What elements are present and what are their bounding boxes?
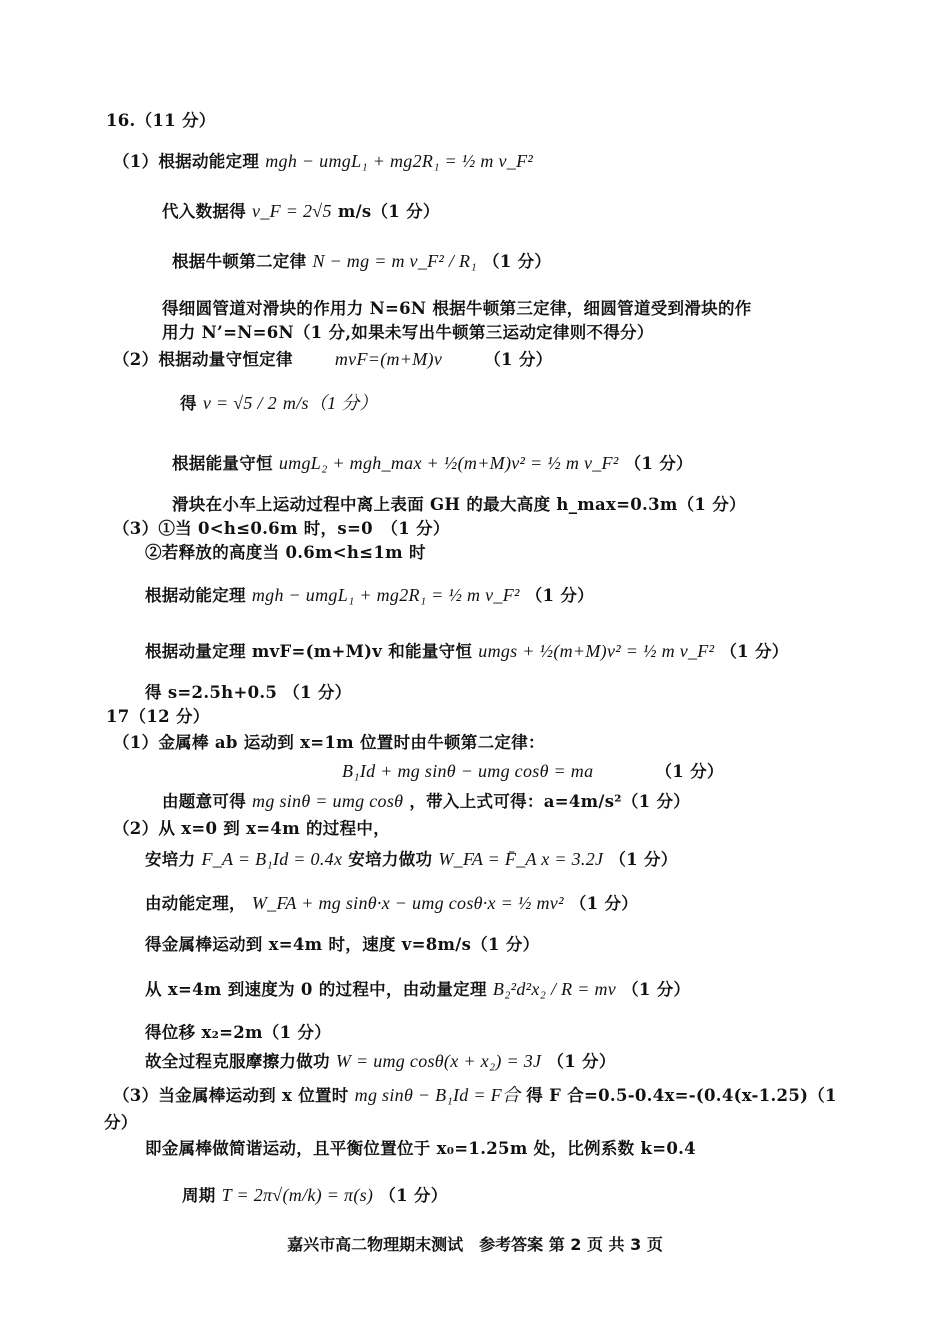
q16-text-line1: 得细圆管道对滑块的作用力 N=6N 根据牛顿第三定律，细圆管道受到滑块的作: [162, 299, 752, 318]
q17-work-equation: W = umg cosθ(x + x₂) = 3J: [335, 1051, 542, 1071]
q16-part3-kinetic: [145, 584, 594, 607]
q17-part2-ampere: [145, 848, 678, 871]
q17-part2-kinetic: [145, 892, 638, 915]
q17-part3-text: 即金属棒做简谐运动，且平衡位置位于 x₀=1.25m 处，比例系数 k=0.4: [145, 1139, 696, 1158]
q16-v: [180, 392, 378, 415]
q16-part3-case2: ②若释放的高度当 0.6m<h≤1m 时: [145, 543, 426, 562]
q16-part1-lead: （1）根据动能定理: [113, 152, 260, 171]
q16-vf-unit: m/s（1 分）: [337, 202, 440, 221]
q17-part2-velocity: 得金属棒运动到 x=4m 时，速度 v=8m/s（1 分）: [145, 935, 540, 954]
q16-hmax-text: 滑块在小车上运动过程中离上表面 GH 的最大高度 h_max=0.3m（1 分）: [172, 495, 746, 514]
q17-period-lead: 周期: [182, 1186, 216, 1205]
q17-part3-tail2: 分）: [104, 1113, 138, 1132]
q16-newton-score: （1 分）: [482, 252, 552, 271]
q17-ampere-lead: 安培力: [145, 850, 196, 869]
q16-newton-equation: N − mg = m v_F² / R₁: [312, 251, 477, 271]
q17-part3-period: [182, 1184, 448, 1207]
q16-v-lead: 得: [180, 394, 197, 413]
q17-part1-text-equation: mg sinθ = umg cosθ: [252, 791, 404, 811]
q16-part3-result: 得 s=2.5h+0.5 （1 分）: [145, 683, 352, 702]
q16-part3-kinetic-equation: mgh − umgL₁ + mg2R₁ = ½ m v_F²: [251, 585, 520, 605]
q17-header: 17（12 分）: [106, 707, 210, 726]
q16-part2-score: （1 分）: [484, 350, 553, 369]
q17-part3-equation: mg sinθ − B₁Id = F合: [354, 1085, 521, 1105]
q16-part1: [113, 150, 533, 173]
q17-period-score: （1 分）: [379, 1186, 448, 1205]
q16-vf-lead: 代入数据得: [162, 202, 246, 221]
q17-ampere-work-equation: W_FA = F̄_A x = 3.2J: [438, 849, 604, 869]
q17-part3-tail: 得 F 合=0.5-0.4x=-(0.4(x-1.25)（1: [526, 1086, 837, 1105]
q17-momentum-lead: 从 x=4m 到速度为 0 的过程中，由动量定理: [145, 980, 487, 999]
q17-part1-text: [162, 790, 690, 813]
q16-part3-case1: （3）①当 0<h≤0.6m 时，s=0 （1 分）: [113, 519, 450, 538]
q17-part3-lead: （3）当金属棒运动到 x 位置时: [113, 1086, 349, 1105]
q17-part2-x2: 得位移 x₂=2m（1 分）: [145, 1023, 331, 1042]
q16-energy-score: （1 分）: [624, 454, 693, 473]
q16-v-unit: m/s（1 分）: [282, 393, 378, 413]
q17-part1-eq: [342, 760, 724, 783]
q17-kinetic-lead: 由动能定理，: [145, 894, 246, 913]
q16-part3-momentum-equation: umgs + ½(m+M)v² = ½ m v_F²: [478, 641, 715, 661]
q17-part1-score: （1 分）: [655, 762, 724, 781]
q17-part3: [113, 1084, 837, 1107]
q16-newton-lead: 根据牛顿第二定律: [172, 252, 307, 271]
q16-part2-lead: （2）根据动量守恒定律: [113, 350, 293, 369]
q16-header: 16.（11 分）: [106, 111, 216, 130]
q16-part3-momentum-lead: 根据动量定理 mvF=(m+M)v 和能量守恒: [145, 642, 473, 661]
q17-ampere-score: （1 分）: [609, 850, 678, 869]
q16-v-equation: v = √5 / 2: [202, 393, 277, 413]
q17-part2-momentum: [145, 978, 690, 1001]
q16-part3-kinetic-lead: 根据动能定理: [145, 586, 246, 605]
q17-momentum-score: （1 分）: [622, 980, 691, 999]
q16-energy: [172, 452, 693, 475]
q16-newton: [172, 250, 551, 273]
page-footer: 嘉兴市高二物理期末测试 参考答案 第 2 页 共 3 页: [287, 1235, 663, 1254]
q16-part1-equation: mgh − umgL₁ + mg2R₁ = ½ m v_F²: [265, 151, 534, 171]
q16-energy-equation: umgL₂ + mgh_max + ½(m+M)v² = ½ m v_F²: [278, 453, 619, 473]
q17-kinetic-equation: W_FA + mg sinθ·x − umg cosθ·x = ½ mv²: [251, 893, 564, 913]
q17-work-lead: 故全过程克服摩擦力做功: [145, 1052, 330, 1071]
q16-text-line2: 用力 N’=N=6N（1 分,如果未写出牛顿第三运动定律则不得分）: [162, 323, 654, 342]
q17-part1-text-lead: 由题意可得: [162, 792, 246, 811]
q16-energy-lead: 根据能量守恒: [172, 454, 273, 473]
q17-part2-work: [145, 1050, 616, 1073]
q16-part2-equation: mvF=(m+M)v: [334, 349, 443, 369]
q16-vf: [162, 200, 440, 223]
q17-period-equation: T = 2π√(m/k) = π(s): [221, 1185, 374, 1205]
q16-part3-momentum-score: （1 分）: [720, 642, 789, 661]
q17-part1-lead: （1）金属棒 ab 运动到 x=1m 位置时由牛顿第二定律：: [113, 733, 545, 752]
q16-part3-kinetic-score: （1 分）: [525, 586, 594, 605]
q17-kinetic-score: （1 分）: [569, 894, 639, 913]
q17-part2-lead: （2）从 x=0 到 x=4m 的过程中，: [113, 819, 391, 838]
q16-part3-momentum: [145, 640, 789, 663]
q17-part1-text-tail: ，带入上式可得：a=4m/s²（1 分）: [409, 792, 691, 811]
q17-ampere-equation: F_A = B₁Id = 0.4x: [201, 849, 343, 869]
q16-part2: [113, 348, 552, 371]
q17-ampere-mid: 安培力做功: [348, 850, 433, 869]
q16-vf-equation: v_F = 2√5: [252, 201, 332, 221]
q17-momentum-equation: B₂²d²x₂ / R = mv: [492, 979, 617, 999]
q17-part1-equation: B₁Id + mg sinθ − umg cosθ = ma: [342, 761, 594, 781]
q17-work-score: （1 分）: [547, 1052, 616, 1071]
